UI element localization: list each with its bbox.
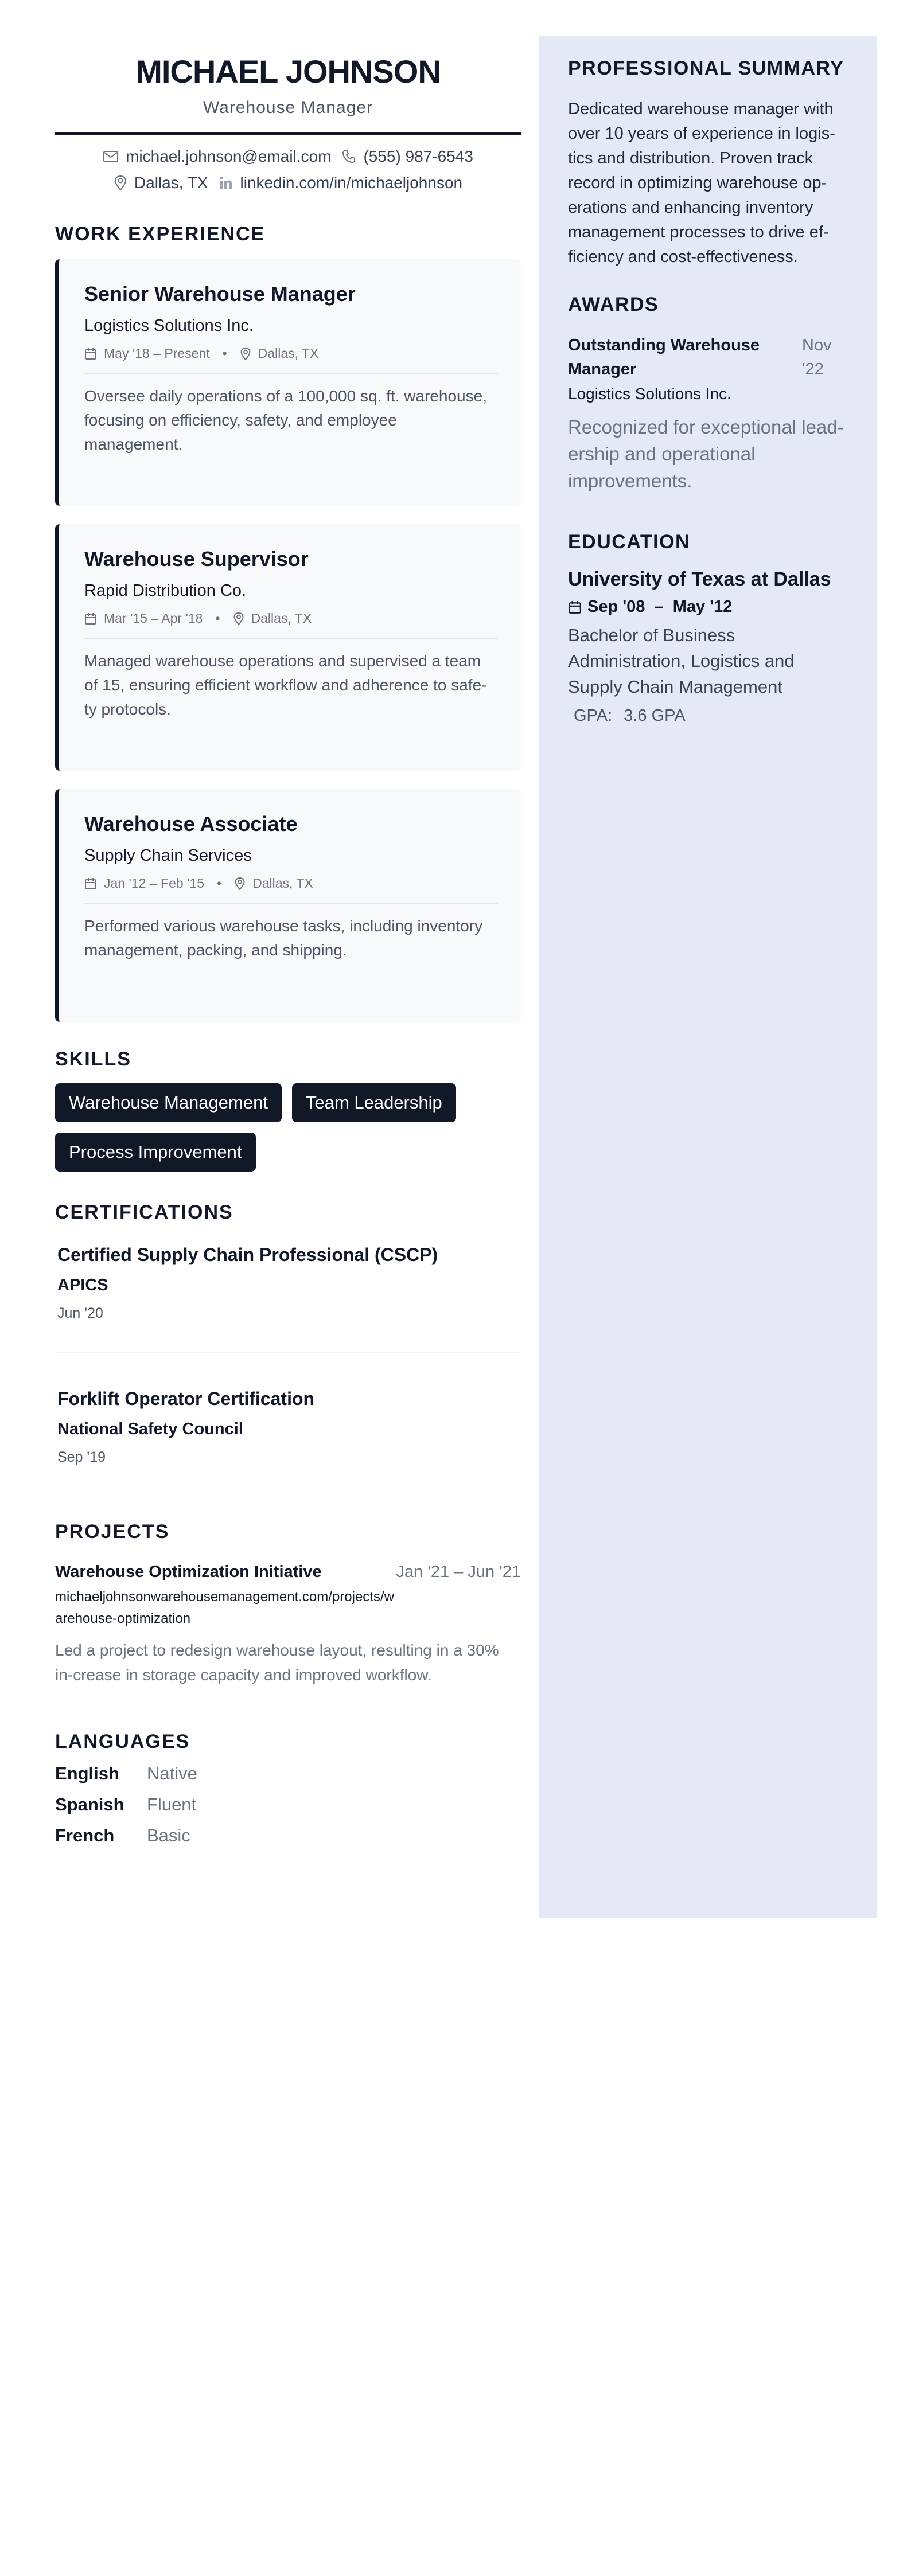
job-description: Managed warehouse operations and supervised a team of 15, ensuring efficient workflow and adherence to safe-ty protocols.	[84, 652, 487, 718]
language-level: Basic	[147, 1825, 190, 1845]
language-name: Spanish	[55, 1794, 124, 1814]
job-company: Rapid Distribution Co.	[84, 581, 247, 600]
meta-separator: •	[222, 346, 227, 361]
certification-title: Forklift Operator Certification	[57, 1388, 315, 1409]
award-header	[568, 333, 848, 381]
award-description: Recognized for exceptional lead-ership and operational improvements.	[568, 416, 844, 491]
skill-chip: Warehouse Management	[55, 1083, 282, 1122]
certification-date: Jun '20	[57, 1305, 103, 1321]
job-dates: Jan '12 – Feb '15	[104, 876, 205, 891]
skills-list	[55, 1083, 521, 1172]
location-pin-icon	[114, 175, 127, 191]
job-description: Performed various warehouse tasks, including inventory management, packing, and shipping.	[84, 917, 483, 959]
language-name: English	[55, 1763, 119, 1783]
project-item	[55, 1563, 521, 1687]
education-heading: EDUCATION	[568, 531, 691, 553]
job-meta	[84, 346, 498, 374]
projects-heading: PROJECTS	[55, 1521, 170, 1543]
project-header	[55, 1563, 521, 1582]
certification-divider	[55, 1352, 521, 1353]
language-name: French	[55, 1825, 115, 1845]
job-title: Senior Warehouse Manager	[84, 282, 356, 306]
award-item	[568, 333, 848, 494]
gpa-label: GPA:	[574, 707, 613, 725]
job-location: Dallas, TX	[252, 876, 313, 891]
education-gpa	[574, 707, 848, 725]
languages-heading: LANGUAGES	[55, 1731, 190, 1753]
job-card	[55, 259, 521, 506]
certification-date: Sep '19	[57, 1449, 106, 1465]
certification-item	[55, 1244, 521, 1322]
award-org: Logistics Solutions Inc.	[568, 385, 731, 403]
job-description: Oversee daily operations of a 100,000 sq. ft. warehouse, focusing on efficiency, safety, and employee management.	[84, 387, 487, 453]
language-row	[55, 1825, 521, 1846]
project-title: Warehouse Optimization Initiative	[55, 1563, 322, 1581]
language-row	[55, 1763, 521, 1784]
mail-icon	[103, 150, 119, 163]
job-company: Logistics Solutions Inc.	[84, 317, 254, 335]
language-level: Fluent	[147, 1794, 197, 1814]
calendar-icon	[568, 600, 582, 614]
job-company: Supply Chain Services	[84, 846, 252, 865]
candidate-name: MICHAEL JOHNSON	[135, 53, 441, 89]
gpa-value: 3.6 GPA	[624, 707, 686, 725]
certification-title: Certified Supply Chain Professional (CSCP)	[57, 1244, 438, 1265]
job-location: Dallas, TX	[258, 346, 319, 361]
email-text: michael.johnson@email.com	[126, 147, 332, 165]
contact-line-1	[55, 147, 521, 166]
contact-phone[interactable]	[341, 147, 473, 166]
job-title: Warehouse Supervisor	[84, 547, 309, 571]
language-level: Native	[147, 1763, 197, 1783]
job-location: Dallas, TX	[251, 611, 312, 626]
sidebar	[539, 36, 877, 1918]
work-experience-heading: WORK EXPERIENCE	[55, 223, 266, 245]
linkedin-icon	[219, 175, 233, 190]
calendar-icon	[84, 348, 97, 360]
skills-heading: SKILLS	[55, 1048, 131, 1070]
meta-separator: •	[215, 611, 220, 626]
awards-heading: AWARDS	[568, 294, 659, 315]
job-card	[55, 789, 521, 1022]
contact-email[interactable]	[103, 147, 331, 166]
phone-text: (555) 987-6543	[363, 147, 473, 165]
award-title: Outstanding Warehouse Manager	[568, 336, 760, 378]
job-card	[55, 524, 521, 771]
award-date: Nov '22	[802, 336, 832, 378]
language-row	[55, 1794, 521, 1815]
education-degree: Bachelor of Business Administration, Logistics and Supply Chain Management	[568, 625, 795, 697]
contact-location	[114, 174, 208, 192]
certification-org: National Safety Council	[57, 1420, 243, 1438]
education-school: University of Texas at Dallas	[568, 568, 831, 590]
calendar-icon	[84, 877, 97, 890]
education-item	[568, 568, 848, 725]
job-dates: Mar '15 – Apr '18	[104, 611, 203, 626]
meta-separator: •	[217, 876, 222, 891]
candidate-role: Warehouse Manager	[203, 98, 373, 117]
job-list	[55, 259, 521, 1022]
job-meta	[84, 611, 498, 639]
languages-list	[55, 1763, 521, 1846]
contact-linkedin[interactable]	[219, 174, 463, 192]
linkedin-text: linkedin.com/in/michaeljohnson	[240, 174, 463, 192]
education-dates-row	[568, 598, 848, 616]
project-description: Led a project to redesign warehouse layout, resulting in a 30% in-crease in storage capacity and improved workflow.	[55, 1641, 499, 1684]
location-pin-icon	[233, 612, 244, 626]
location-text: Dallas, TX	[134, 174, 208, 192]
project-dates: Jan '21 – Jun '21	[396, 1563, 521, 1581]
job-meta	[84, 876, 498, 904]
main-column	[55, 36, 521, 1846]
summary-heading: PROFESSIONAL SUMMARY	[568, 57, 844, 79]
certification-item	[55, 1388, 521, 1466]
job-title: Warehouse Associate	[84, 812, 298, 836]
calendar-icon	[84, 612, 97, 625]
certifications-heading: CERTIFICATIONS	[55, 1201, 233, 1223]
certification-org: APICS	[57, 1276, 108, 1294]
location-pin-icon	[240, 347, 251, 361]
location-pin-icon	[234, 877, 246, 891]
contact-line-2	[55, 174, 521, 192]
skill-chip: Team Leadership	[292, 1083, 456, 1122]
project-link[interactable]: michaeljohnsonwarehousemanagement.com/projects/warehouse-optimization	[55, 1589, 394, 1626]
job-dates: May '18 – Present	[104, 346, 210, 361]
summary-text: Dedicated warehouse manager with over 10 years of experience in logis-tics and distribution. Proven track record in optimizing warehouse op-erations and enhancing inventory management processes to drive ef-ficiency and cost-effectiveness.	[568, 100, 835, 266]
phone-icon	[341, 149, 356, 164]
header-divider	[55, 132, 521, 135]
education-dates: Sep '08 – May '12	[587, 598, 733, 616]
skill-chip: Process Improvement	[55, 1133, 256, 1172]
